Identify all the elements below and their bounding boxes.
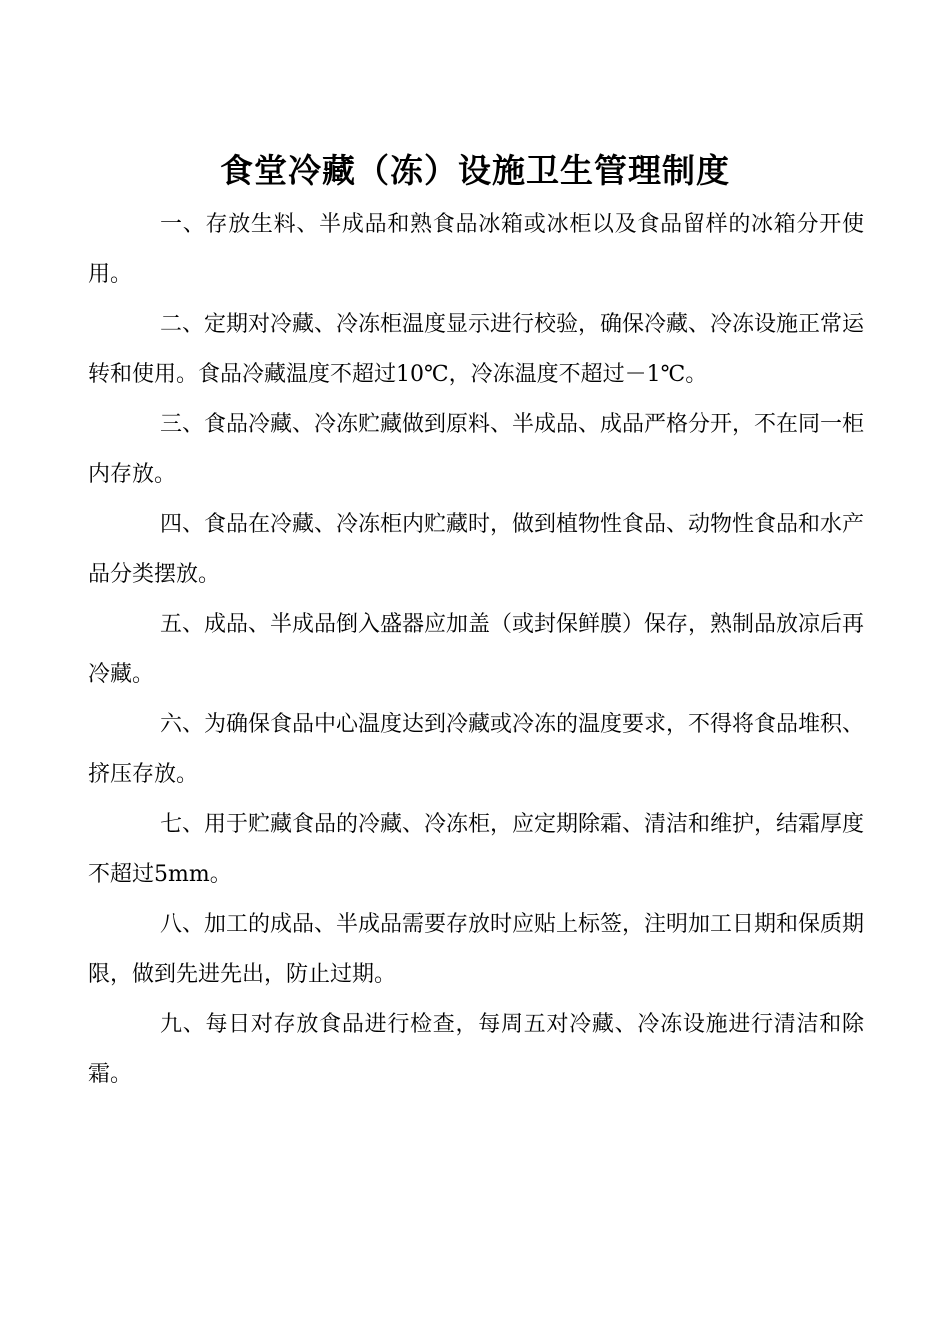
clause-4: 四、食品在冷藏、冷冻柜内贮藏时，做到植物性食品、动物性食品和水产品分类摆放。 [88,512,865,587]
clause-8: 八、加工的成品、半成品需要存放时应贴上标签，注明加工日期和保质期限，做到先进先出，防止过期。 [88,912,865,987]
clause-9: 九、每日对存放食品进行检查，每周五对冷藏、冷冻设施进行清洁和除霜。 [88,1012,864,1087]
clause-1: 一、存放生料、半成品和熟食品冰箱或冰柜以及食品留样的冰箱分开使用。 [88,212,864,287]
clause-6: 六、为确保食品中心温度达到冷藏或冷冻的温度要求，不得将食品堆积、挤压存放。 [88,712,865,787]
document-title: 食堂冷藏（冻）设施卫生管理制度 [220,151,730,191]
document-body [88,200,864,1100]
clause-5: 五、成品、半成品倒入盛器应加盖（或封保鲜膜）保存，熟制品放凉后再冷藏。 [88,612,865,687]
clause-7: 七、用于贮藏食品的冷藏、冷冻柜，应定期除霜、清洁和维护，结霜厚度不超过5mm。 [88,812,865,887]
clause-2: 二、定期对冷藏、冷冻柜温度显示进行校验，确保冷藏、冷冻设施正常运转和使用。食品冷藏温度不超过10℃，冷冻温度不超过－1℃。 [88,312,865,387]
clause-3: 三、食品冷藏、冷冻贮藏做到原料、半成品、成品严格分开，不在同一柜内存放。 [88,412,865,487]
